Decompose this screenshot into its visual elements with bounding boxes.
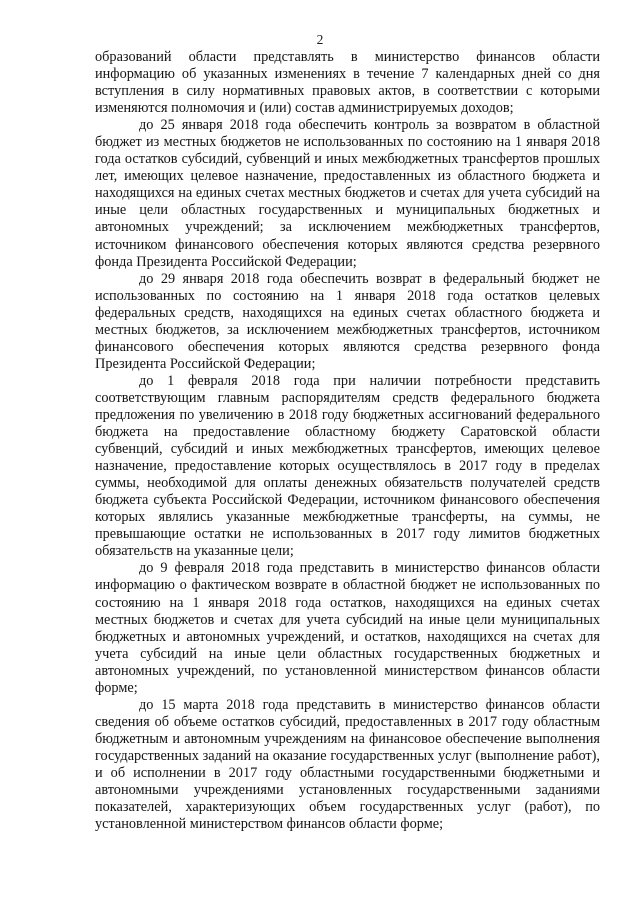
paragraph-15-march: до 15 марта 2018 года представить в министерство финансов области сведения об объеме остатков субсидий, предоставленных в 2017 году областным бюджетным и автономным учреждениям на финансовое обеспечение выполнения государственных заданий на оказание государственных услуг (выполнение работ), и об исполнении в 2017 году областными государственными бюджетными и автономными учреждениями установленных государственными заданиями показателей, характеризующих объем государственных услуг (работ), по установленной министерством финансов области форме; xyxy=(95,696,600,833)
paragraph-25-january: до 25 января 2018 года обеспечить контроль за возвратом в областной бюджет из местных бюджетов не использованных по состоянию на 1 января 2018 года остатков субсидий, субвенций и иных межбюджетных трансфертов прошлых лет, имеющих целевое назначение, предоставленных из областного бюджета и находящихся на единых счетах местных бюджетов и счетах для учета субсидий на иные цели областных государственных и муниципальных бюджетных и автономных учреждений; за исключением межбюджетных трансфертов, источником финансового обеспечения которых являются средства резервного фонда Президента Российской Федерации; xyxy=(95,117,600,270)
page-number: 2 xyxy=(316,32,324,47)
paragraph-9-february: до 9 февраля 2018 года представить в министерство финансов области информацию о фактическом возврате в областной бюджет не использованных по состоянию на 1 января 2018 года остатков, находящихся на единых счетах местных бюджетов и счетах для учета субсидий на иные цели муниципальных бюджетных и автономных учреждений, и остатков, находящихся на счетах для учета субсидий на иные цели областных государственных бюджетных и автономных учреждений, по установленной министерством финансов области форме; xyxy=(95,560,600,696)
document-body xyxy=(95,49,600,833)
paragraph-continuation: образований области представлять в министерство финансов области информацию об указанных изменениях в течение 7 календарных дней со дня вступления в силу нормативных правовых актов, в соответствии с которыми изменяются полномочия и (или) состав администрируемых доходов; xyxy=(95,49,600,117)
paragraph-1-february: до 1 февраля 2018 года при наличии потребности представить соответствующим главным распорядителям средств федерального бюджета предложения по увеличению в 2018 году бюджетных ассигнований федерального бюджета на предоставление областному бюджету Саратовской области субвенций, субсидий и иных межбюджетных трансфертов, имеющих целевое назначение, предоставление которых осуществлялось в 2017 году в пределах суммы, необходимой для оплаты денежных обязательств получателей средств бюджета субъекта Российской Федерации, источником финансового обеспечения которых являлись указанные межбюджетные трансферты, на суммы, не превышающие остатки не использованных в 2017 году лимитов бюджетных обязательств на указанные цели; xyxy=(95,372,600,560)
paragraph-29-january: до 29 января 2018 года обеспечить возврат в федеральный бюджет не использованных по состоянию на 1 января 2018 года остатков целевых федеральных средств, находящихся на единых счетах областного бюджета и местных бюджетов, за исключением межбюджетных трансфертов, источником финансового обеспечения которых являются средства резервного фонда Президента Российской Федерации; xyxy=(95,270,600,372)
